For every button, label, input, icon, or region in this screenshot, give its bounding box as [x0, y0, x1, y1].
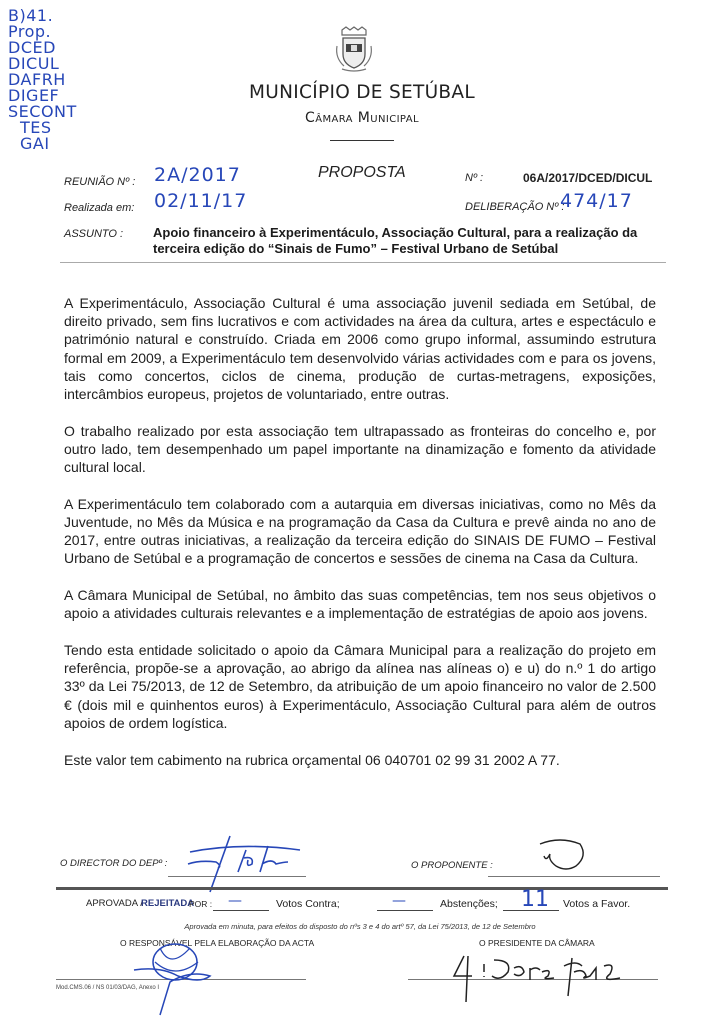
vote-approved-label: APROVADA / [86, 898, 143, 909]
routing-line: DCED [8, 38, 56, 57]
minutes-responsible-label: O RESPONSÁVEL PELA ELABORAÇÃO DA ACTA [120, 938, 315, 948]
meeting-date-handwritten: 02/11/17 [154, 190, 248, 212]
routing-line: GAI [20, 134, 50, 153]
votes-against-label: Votos Contra; [276, 898, 340, 910]
routing-line: DIGEF [8, 86, 60, 105]
minutes-signature-icon [130, 940, 220, 1020]
vote-divider [56, 887, 668, 890]
director-signature-icon [180, 832, 320, 902]
document-type: PROPOSTA [318, 164, 406, 181]
abstentions-value: — [392, 893, 406, 909]
proponent-signature-line [488, 876, 660, 877]
deliberation-number-handwritten: 474/17 [560, 190, 633, 212]
routing-line: DICUL [8, 54, 60, 73]
subject-text [153, 225, 673, 257]
body-paragraph: A Experimentáculo, Associação Cultural é uma associação juvenil sediada em Setúbal, de direito privado, sem fins lucrativos e com actividades na área da cultura, artes e espectáculo e património natural e construído. Criada em 2006 como grupo informal, assumindo estrutura formal em 2009, a Experimentáculo tem desenvolvido várias actividades com e para os jovens, tais como concertos, ciclos de cinema, produção de curtas-metragens, exposições, intercâmbios europeus, projetos de voluntariado, entre outras. [64, 295, 656, 403]
president-signature-icon [450, 946, 640, 1006]
votes-favor-value: 11 [521, 887, 549, 912]
body-paragraph: A Experimentáculo tem colaborado com a autarquia em diversas iniciativas, como no Mês da Juventude, no Mês da Música e na programação da Casa da Cultura e prevê ainda no ano de 2017, entre outras iniciativas, a realização da terceira edição do SINAIS DE FUMO – Festival Urbano de Setúbal e a programação de concertos e sessões de cinema na Casa da Cultura. [64, 495, 656, 567]
body-paragraph: O trabalho realizado por esta associação tem ultrapassado as fronteiras do concelho e, por outro lado, tem desempenhado um papel importante na dinamização e fomento da atividade cultural local. [64, 422, 656, 476]
president-label: O PRESIDENTE DA CÂMARA [479, 938, 595, 948]
votes-favor-label: Votos a Favor. [563, 898, 631, 910]
meeting-number-handwritten: 2A/2017 [154, 164, 241, 186]
handwritten-routing-notes [8, 8, 118, 152]
votes-against-value: — [228, 893, 242, 909]
form-code: Mod.CMS.06 / NS 01/03/DAG, Anexo I [56, 985, 160, 991]
deliberation-label: DELIBERAÇÃO Nº : [465, 201, 565, 213]
municipality-title: MUNICÍPIO DE SETÚBAL [249, 82, 475, 103]
routing-line: SECONT [8, 102, 77, 121]
coat-of-arms-icon [334, 26, 374, 72]
routing-line: DAFRH [8, 70, 66, 89]
director-label: O DIRECTOR DO DEPº : [60, 858, 168, 869]
body-paragraph: A Câmara Municipal de Setúbal, no âmbito das suas competências, tem nos seus objetivos o apoio a atividades culturais relevantes e a implementação de estratégias de apoio aos jovens. [64, 587, 656, 622]
body-paragraph: Tendo esta entidade solicitado o apoio da Câmara Municipal para a realização do projeto em referência, propõe-se a aprovação, ao abrigo da alínea nas alíneas o) e u) do n.º 1 do artigo 33º da Lei 75/2013, de 12 de Setembro, da atribuição de um apoio financeiro no valor de 2.500 € (dois mil e quinhentos euros) à Experimentáculo, Associação Cultural para além de outros apoios de ordem logística. [64, 642, 656, 731]
held-on-label: Realizada em: [64, 202, 135, 214]
proponent-signature-icon [530, 836, 590, 876]
subject-label: ASSUNTO : [64, 228, 124, 240]
subject-line: terceira edição do “Sinais de Fumo” – Festival Urbano de Setúbal [153, 241, 559, 256]
body-paragraph: Este valor tem cabimento na rubrica orçamental 06 040701 02 99 31 2002 A 77. [64, 751, 560, 768]
proposal-body [64, 294, 656, 787]
routing-line: B)41. [8, 6, 54, 25]
vote-by-label: POR : [189, 899, 213, 909]
votes-against-blank [213, 910, 269, 911]
number-label: Nº : [465, 172, 484, 184]
routing-line: TES [20, 118, 52, 137]
header-divider [60, 262, 666, 263]
subject-line: Apoio financeiro à Experimentáculo, Associação Cultural, para a realização da [153, 225, 638, 240]
proposal-number: 06A/2017/DCED/DICUL [523, 171, 653, 185]
council-subtitle: Câmara Municipal [305, 110, 419, 126]
abstentions-blank [377, 910, 433, 911]
abstentions-label: Abstenções; [440, 898, 498, 910]
minute-approval-note: Aprovada em minuta, para efeitos do disposto do nºs 3 e 4 do artº 57, da Lei 75/2013, de 12 de Setembro [184, 922, 536, 931]
vote-rejected-struck: REJEITADA [141, 898, 195, 909]
title-divider [330, 140, 394, 141]
proponent-label: O PROPONENTE : [411, 860, 493, 871]
meeting-label: REUNIÃO Nº : [64, 176, 136, 188]
routing-line: Prop. [8, 22, 52, 41]
